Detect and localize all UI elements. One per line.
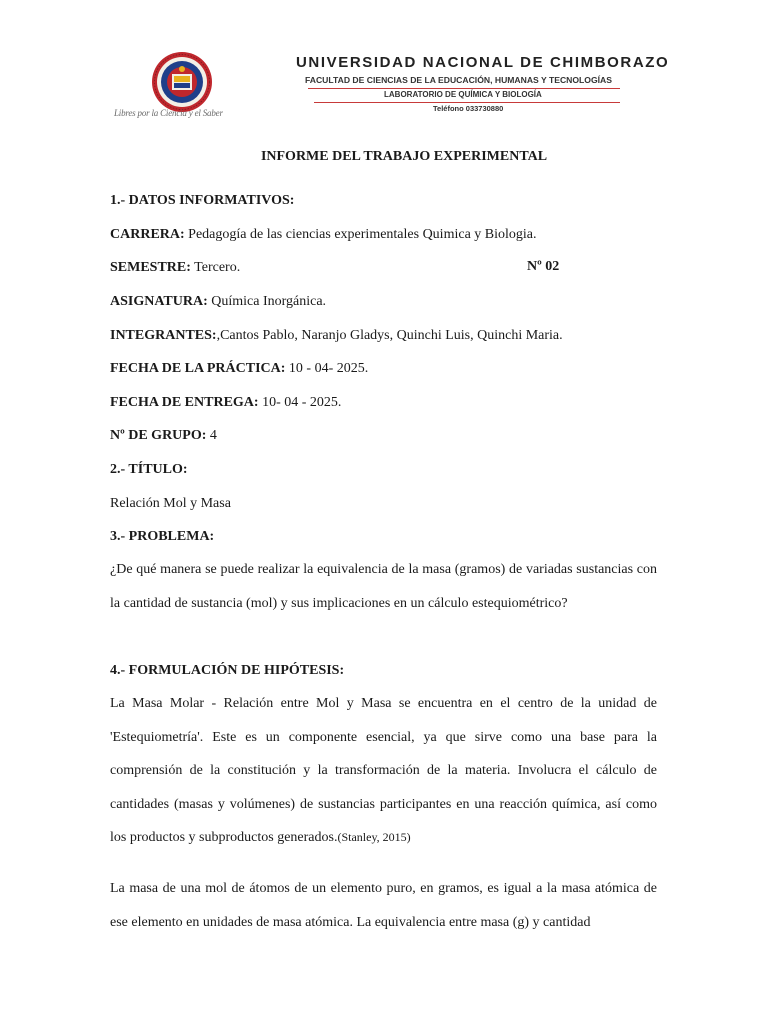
university-logo bbox=[150, 50, 214, 114]
carrera-label: CARRERA: bbox=[110, 227, 185, 242]
hipotesis-paragraph-2: La masa de una mol de átomos de un elemento puro, en gramos, es igual a la masa atómica de ese elemento en unidades de masa atómica. La equivalencia entre masa (g) y cantidad bbox=[110, 881, 657, 930]
fecha-entrega-label: FECHA DE ENTREGA: bbox=[110, 395, 259, 410]
section-4-heading: 4.- FORMULACIÓN DE HIPÓTESIS: bbox=[110, 663, 345, 678]
integrantes-label: INTEGRANTES: bbox=[110, 328, 217, 343]
grupo-row bbox=[110, 427, 217, 445]
section-2-heading: 2.- TÍTULO: bbox=[110, 462, 188, 477]
header-divider-top bbox=[308, 88, 620, 89]
header-divider-bottom bbox=[314, 102, 620, 103]
section-3-heading: 3.- PROBLEMA: bbox=[110, 529, 215, 544]
fecha-practica-value: 10 - 04- 2025. bbox=[285, 361, 369, 376]
fecha-entrega-row bbox=[110, 394, 341, 412]
grupo-label: Nº DE GRUPO: bbox=[110, 428, 207, 443]
semestre-label: SEMESTRE: bbox=[110, 260, 191, 275]
section-1-heading: 1.- DATOS INFORMATIVOS: bbox=[110, 193, 295, 208]
lab-phone: Teléfono 033730880 bbox=[433, 104, 504, 113]
titulo-value: Relación Mol y Masa bbox=[110, 496, 231, 511]
grupo-value: 4 bbox=[206, 428, 217, 443]
carrera-value: Pedagogía de las ciencias experimentales Quimica y Biologia. bbox=[184, 227, 537, 242]
report-number: Nº 02 bbox=[527, 259, 560, 274]
university-seal-icon bbox=[150, 50, 214, 114]
document-title: INFORME DEL TRABAJO EXPERIMENTAL bbox=[260, 149, 548, 164]
hipotesis-p1-text: La Masa Molar - Relación entre Mol y Masa se encuentra en el centro de la unidad de 'Estequiometría'. Este es un componente esencial, ya que sirve como una base para la comprensión de la constitución y la transformación de la materia. Involucra el cálculo de cantidades (masas y volúmenes) de sustancias participantes en una reacción química, así como los productos y subproductos generados. bbox=[110, 696, 657, 845]
integrantes-value: ,Cantos Pablo, Naranjo Gladys, Quinchi Luis, Quinchi Maria. bbox=[216, 328, 563, 343]
university-name: UNIVERSIDAD NACIONAL DE CHIMBORAZO bbox=[296, 54, 670, 71]
fecha-entrega-value: 10- 04 - 2025. bbox=[258, 395, 342, 410]
asignatura-label: ASIGNATURA: bbox=[110, 294, 208, 309]
lab-name: LABORATORIO DE QUÍMICA Y BIOLOGÍA bbox=[384, 90, 542, 99]
asignatura-row bbox=[110, 293, 326, 311]
integrantes-row bbox=[110, 327, 563, 345]
faculty-name: FACULTAD DE CIENCIAS DE LA EDUCACIÓN, HUMANAS Y TECNOLOGÍAS bbox=[305, 75, 612, 85]
hipotesis-paragraph-1 bbox=[110, 687, 657, 855]
carrera-row bbox=[110, 226, 537, 244]
semestre-row bbox=[110, 259, 240, 277]
university-motto: Libres por la Ciencia y el Saber bbox=[114, 108, 223, 118]
fecha-practica-label: FECHA DE LA PRÁCTICA: bbox=[110, 361, 286, 376]
semestre-value: Tercero. bbox=[190, 260, 241, 275]
asignatura-value: Química Inorgánica. bbox=[207, 294, 327, 309]
fecha-practica-row bbox=[110, 360, 368, 378]
problema-text: ¿De qué manera se puede realizar la equivalencia de la masa (gramos) de variadas sustancias con la cantidad de sustancia (mol) y sus implicaciones en un cálculo estequiométrico? bbox=[110, 562, 657, 611]
hipotesis-citation: (Stanley, 2015) bbox=[337, 830, 411, 844]
